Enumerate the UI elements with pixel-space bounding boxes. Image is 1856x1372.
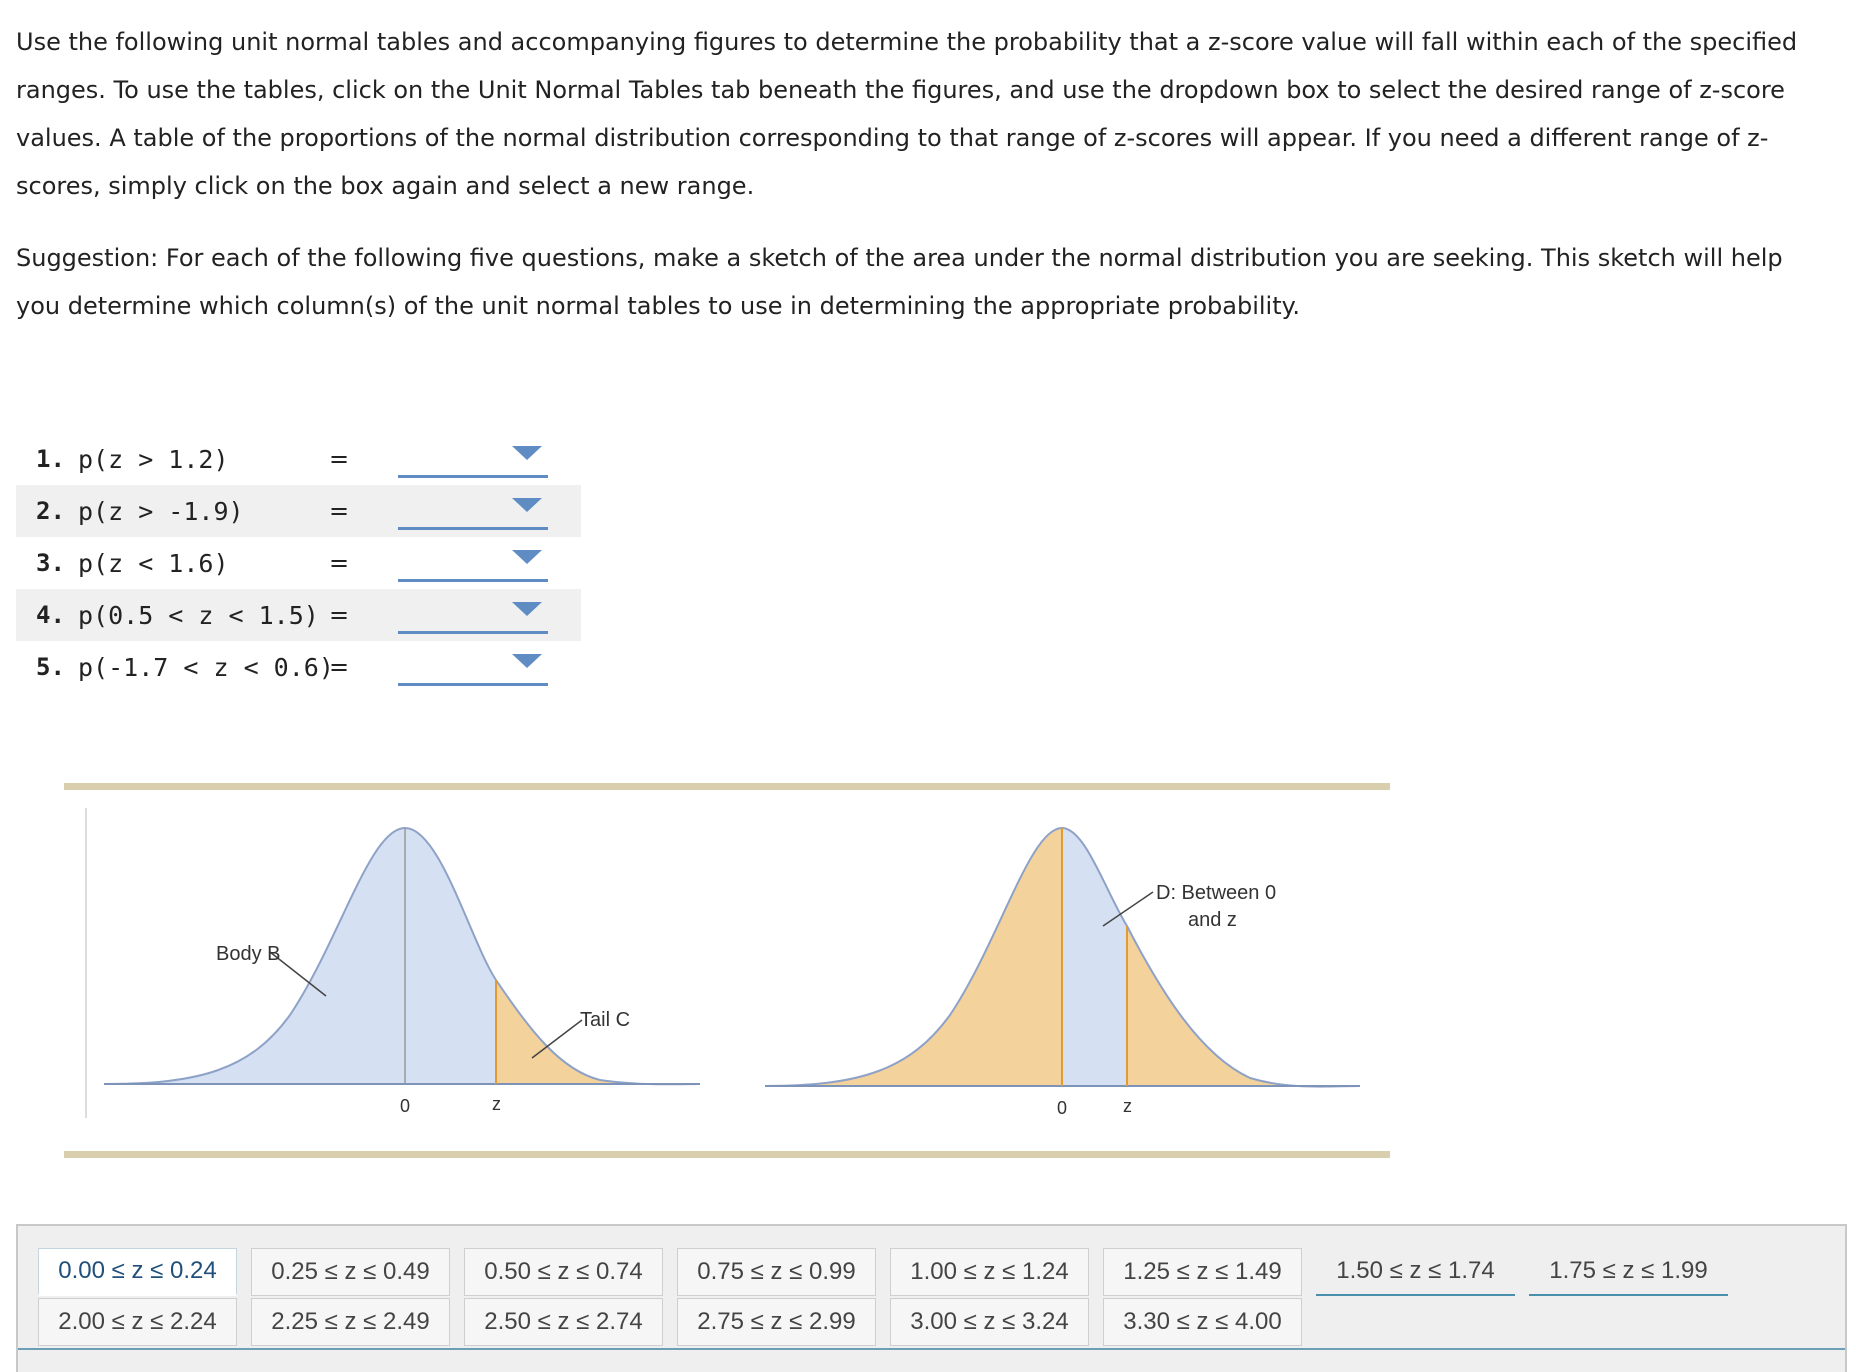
question-row xyxy=(16,589,581,641)
right-tail-area xyxy=(1127,926,1360,1087)
question-list xyxy=(16,433,581,693)
question-expression: p(z < 1.6) xyxy=(78,548,229,578)
between-label-line2: and z xyxy=(1188,909,1237,931)
question-row xyxy=(16,537,581,589)
dropdown-caret-icon[interactable] xyxy=(512,446,542,460)
question-number: 4. xyxy=(36,601,65,629)
instructions-paragraph: Use the following unit normal tables and accompanying figures to determine the probability that a z-score value will fall within each of the specified ranges. To use the tables, click on the Unit Normal Tables tab beneath the figures, and use the dropdown box to select the desired range of z-score values. A table of the proportions of the normal distribution corresponding to that range of z-scores will appear. If you need a different range of z-scores, simply click on the box again and select a new range. xyxy=(16,28,1798,200)
question-number: 1. xyxy=(36,445,65,473)
dropdown-caret-icon[interactable] xyxy=(512,550,542,564)
dropdown-caret-icon[interactable] xyxy=(512,498,542,512)
divider-bottom xyxy=(64,1151,1390,1158)
tab-range-1-75[interactable]: 1.75 ≤ z ≤ 1.99 xyxy=(1529,1248,1728,1296)
question-number: 3. xyxy=(36,549,65,577)
equals-sign: = xyxy=(329,601,350,629)
z-label: z xyxy=(492,1094,501,1114)
figure-body-tail xyxy=(86,808,700,1118)
question-row xyxy=(16,485,581,537)
tab-panel-border xyxy=(18,1348,1845,1350)
question-expression: p(0.5 < z < 1.5) xyxy=(78,600,319,630)
question-row xyxy=(16,433,581,485)
question-number: 5. xyxy=(36,653,65,681)
tab-range-3-00[interactable]: 3.00 ≤ z ≤ 3.24 xyxy=(890,1298,1089,1346)
equals-sign: = xyxy=(329,653,350,681)
tab-range-1-25[interactable]: 1.25 ≤ z ≤ 1.49 xyxy=(1103,1248,1302,1296)
tab-range-2-00[interactable]: 2.00 ≤ z ≤ 2.24 xyxy=(38,1298,237,1346)
tab-range-2-25[interactable]: 2.25 ≤ z ≤ 2.49 xyxy=(251,1298,450,1346)
left-tail-area xyxy=(765,828,1062,1086)
zero-label: 0 xyxy=(400,1096,411,1116)
between-label-line1: D: Between 0 xyxy=(1156,882,1277,904)
zero-label: 0 xyxy=(1057,1098,1068,1118)
normal-distribution-figures xyxy=(80,800,1380,1140)
tail-label: Tail C xyxy=(580,1009,631,1031)
question-expression: p(-1.7 < z < 0.6) xyxy=(78,652,334,682)
answer-dropdown[interactable] xyxy=(398,599,548,634)
equals-sign: = xyxy=(329,445,350,473)
tab-range-0-00[interactable]: 0.00 ≤ z ≤ 0.24 xyxy=(38,1248,237,1296)
dropdown-caret-icon[interactable] xyxy=(512,602,542,616)
tab-range-2-50[interactable]: 2.50 ≤ z ≤ 2.74 xyxy=(464,1298,663,1346)
question-row xyxy=(16,641,581,693)
answer-dropdown[interactable] xyxy=(398,547,548,582)
between-area xyxy=(1062,828,1127,1086)
tab-range-2-75[interactable]: 2.75 ≤ z ≤ 2.99 xyxy=(677,1298,876,1346)
tab-range-3-30[interactable]: 3.30 ≤ z ≤ 4.00 xyxy=(1103,1298,1302,1346)
question-expression: p(z > 1.2) xyxy=(78,444,229,474)
tail-area xyxy=(496,980,700,1084)
body-label: Body B xyxy=(216,943,281,965)
equals-sign: = xyxy=(329,549,350,577)
suggestion-paragraph: Suggestion: For each of the following five questions, make a sketch of the area under the normal distribution you are seeking. This sketch will help you determine which column(s) of the unit normal tables to use in determining the appropriate probability. xyxy=(16,244,1783,320)
z-label: z xyxy=(1123,1096,1132,1116)
tab-range-0-25[interactable]: 0.25 ≤ z ≤ 0.49 xyxy=(251,1248,450,1296)
body-area xyxy=(104,828,496,1084)
tab-range-0-50[interactable]: 0.50 ≤ z ≤ 0.74 xyxy=(464,1248,663,1296)
question-expression: p(z > -1.9) xyxy=(78,496,244,526)
answer-dropdown[interactable] xyxy=(398,495,548,530)
dropdown-caret-icon[interactable] xyxy=(512,654,542,668)
answer-dropdown[interactable] xyxy=(398,443,548,478)
equals-sign: = xyxy=(329,497,350,525)
tab-range-0-75[interactable]: 0.75 ≤ z ≤ 0.99 xyxy=(677,1248,876,1296)
tab-range-1-50[interactable]: 1.50 ≤ z ≤ 1.74 xyxy=(1316,1248,1515,1296)
figure-between xyxy=(765,828,1360,1118)
tab-range-1-00[interactable]: 1.00 ≤ z ≤ 1.24 xyxy=(890,1248,1089,1296)
divider-top xyxy=(64,783,1390,790)
answer-dropdown[interactable] xyxy=(398,651,548,686)
question-number: 2. xyxy=(36,497,65,525)
unit-normal-tables-tabs xyxy=(16,1224,1847,1372)
